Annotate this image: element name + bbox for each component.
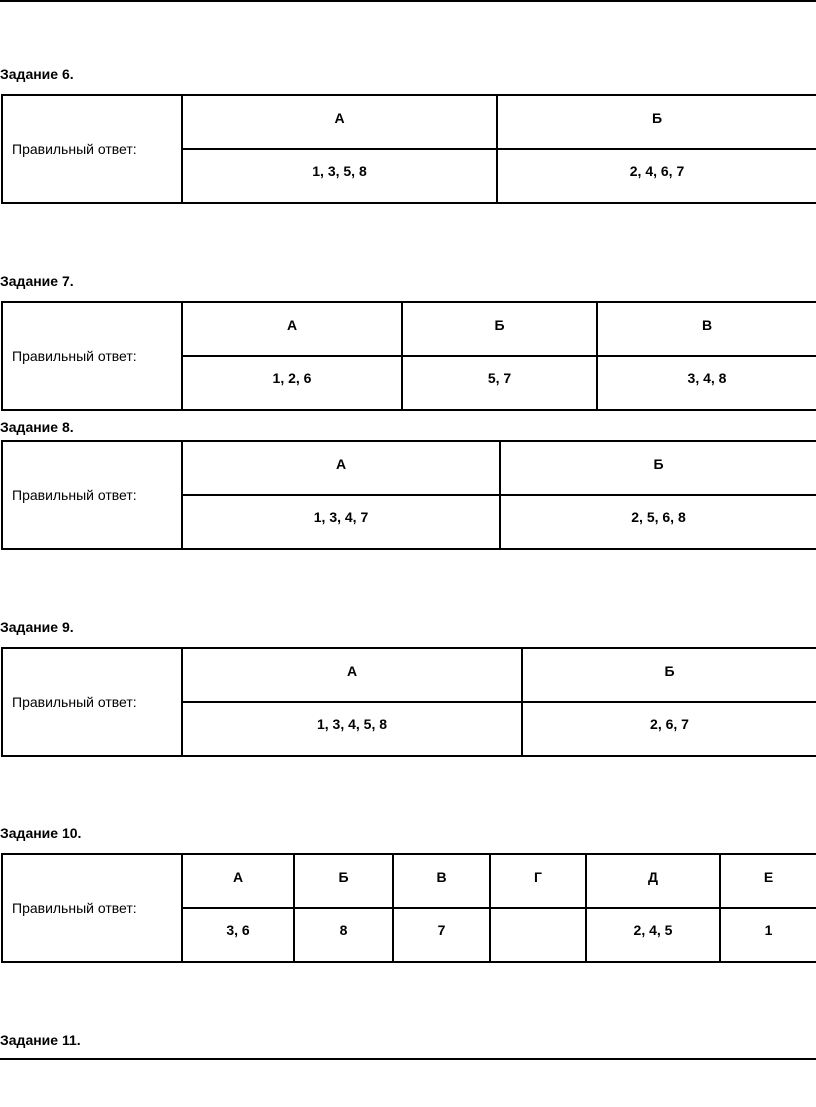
- task-6-answer-table: [1, 94, 816, 204]
- task-10-answer-table: [1, 853, 816, 963]
- task-9-answer-table: [1, 647, 816, 757]
- column-header: Г: [490, 854, 586, 908]
- answer-cell: 3, 6: [182, 908, 294, 962]
- top-rule: [0, 0, 816, 2]
- column-header: Д: [586, 854, 720, 908]
- answer-cell: 2, 4, 5: [586, 908, 720, 962]
- column-header: А: [182, 648, 522, 702]
- answer-cell: 8: [294, 908, 393, 962]
- answer-cell: 5, 7: [402, 356, 597, 410]
- answer-label: Правильный ответ:: [2, 441, 182, 549]
- column-header: Б: [500, 441, 816, 495]
- column-header: А: [182, 854, 294, 908]
- task-8-heading: Задание 8.: [0, 419, 74, 435]
- column-header: В: [597, 302, 816, 356]
- answer-cell: 1, 3, 4, 7: [182, 495, 500, 549]
- task-6-heading: Задание 6.: [0, 66, 74, 82]
- answer-cell: 1: [720, 908, 816, 962]
- column-header: Б: [294, 854, 393, 908]
- column-header: Е: [720, 854, 816, 908]
- answer-cell: [490, 908, 586, 962]
- column-header: А: [182, 95, 497, 149]
- bottom-rule: [0, 1058, 816, 1060]
- column-header: Б: [497, 95, 816, 149]
- answer-cell: 2, 4, 6, 7: [497, 149, 816, 203]
- task-9-heading: Задание 9.: [0, 619, 74, 635]
- column-header: А: [182, 302, 402, 356]
- task-8-answer-table: [1, 440, 816, 550]
- answer-cell: 1, 3, 5, 8: [182, 149, 497, 203]
- task-7-answer-table: [1, 301, 816, 411]
- answer-label: Правильный ответ:: [2, 302, 182, 410]
- answer-cell: 7: [393, 908, 490, 962]
- task-10-heading: Задание 10.: [0, 825, 82, 841]
- answer-label: Правильный ответ:: [2, 854, 182, 962]
- task-7-heading: Задание 7.: [0, 273, 74, 289]
- column-header: А: [182, 441, 500, 495]
- column-header: Б: [522, 648, 816, 702]
- answer-cell: 2, 6, 7: [522, 702, 816, 756]
- answer-cell: 1, 3, 4, 5, 8: [182, 702, 522, 756]
- answer-cell: 1, 2, 6: [182, 356, 402, 410]
- column-header: Б: [402, 302, 597, 356]
- answer-label: Правильный ответ:: [2, 648, 182, 756]
- answer-cell: 2, 5, 6, 8: [500, 495, 816, 549]
- task-11-heading: Задание 11.: [0, 1032, 81, 1048]
- answer-cell: 3, 4, 8: [597, 356, 816, 410]
- answer-label: Правильный ответ:: [2, 95, 182, 203]
- column-header: В: [393, 854, 490, 908]
